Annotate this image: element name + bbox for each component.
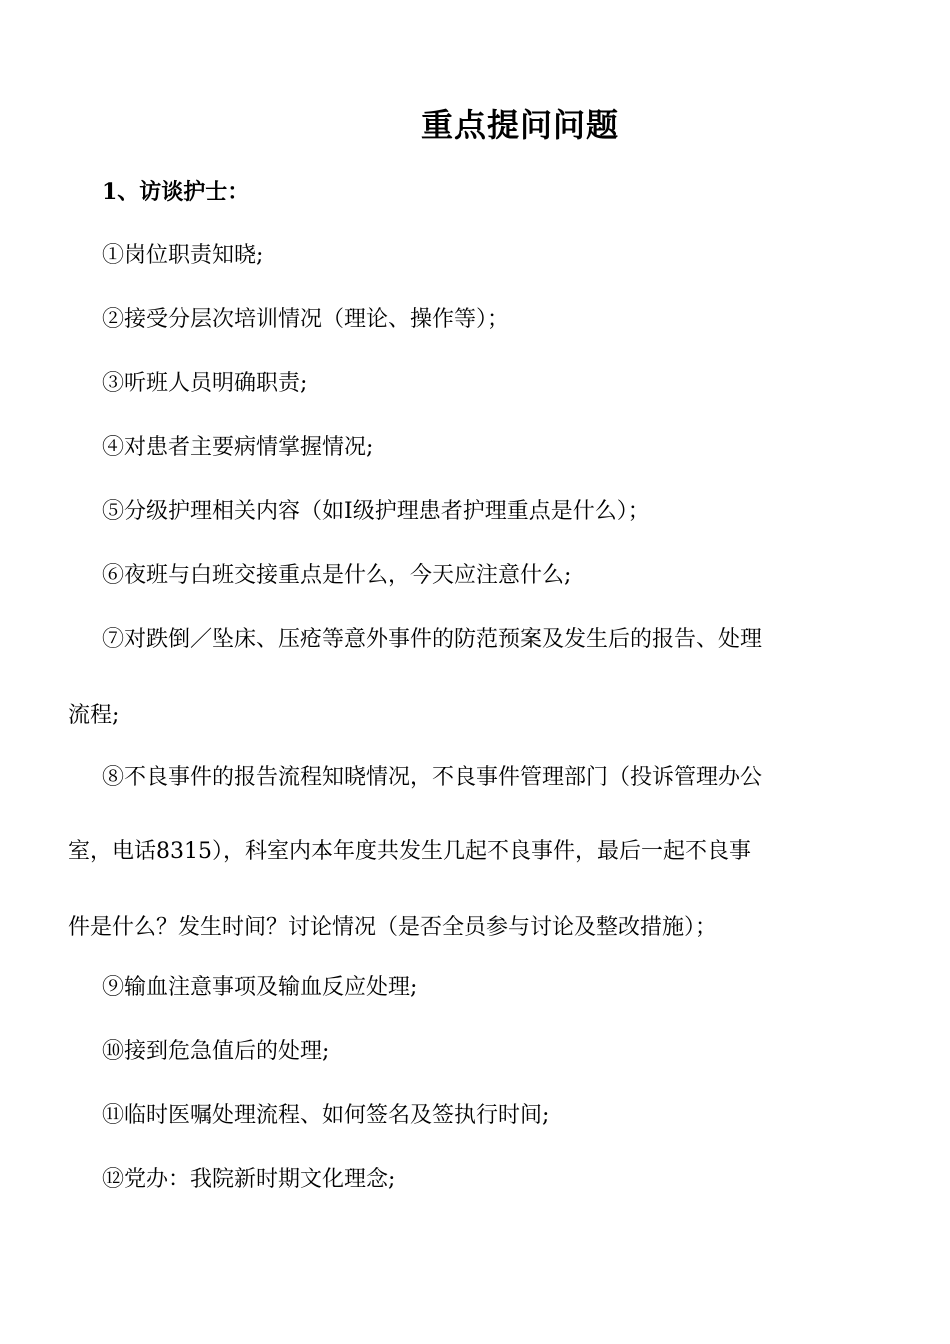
list-item: ⑧不良事件的报告流程知晓情况，不良事件管理部门（投诉管理办公 <box>102 765 763 790</box>
list-item-continuation: 件是什么？发生时间？讨论情况（是否全员参与讨论及整改措施）； <box>68 915 718 940</box>
list-item: ⑨输血注意事项及输血反应处理; <box>102 975 418 1000</box>
list-item-continuation: 室，电话8315），科室内本年度共发生几起不良事件，最后一起不良事 <box>68 839 751 864</box>
list-item: ①岗位职责知晓; <box>102 243 264 268</box>
list-item: ⑥夜班与白班交接重点是什么，今天应注意什么; <box>102 563 572 588</box>
section-heading: 1、访谈护士： <box>102 179 250 205</box>
list-item: ⑦对跌倒／坠床、压疮等意外事件的防范预案及发生后的报告、处理 <box>102 627 763 652</box>
list-item: ③听班人员明确职责; <box>102 371 308 396</box>
list-item: ⑩接到危急值后的处理; <box>102 1039 330 1064</box>
list-item: ⑫党办：我院新时期文化理念; <box>102 1167 396 1192</box>
list-item: ④对患者主要病情掌握情况; <box>102 435 374 460</box>
document-title: 重点提问问题 <box>420 106 619 144</box>
list-item-continuation: 流程; <box>68 703 120 728</box>
list-item: ⑪临时医嘱处理流程、如何签名及签执行时间; <box>102 1103 550 1128</box>
list-item: ②接受分层次培训情况（理论、操作等）； <box>102 307 510 332</box>
list-item: ⑤分级护理相关内容（如Ⅰ级护理患者护理重点是什么）； <box>102 499 650 524</box>
